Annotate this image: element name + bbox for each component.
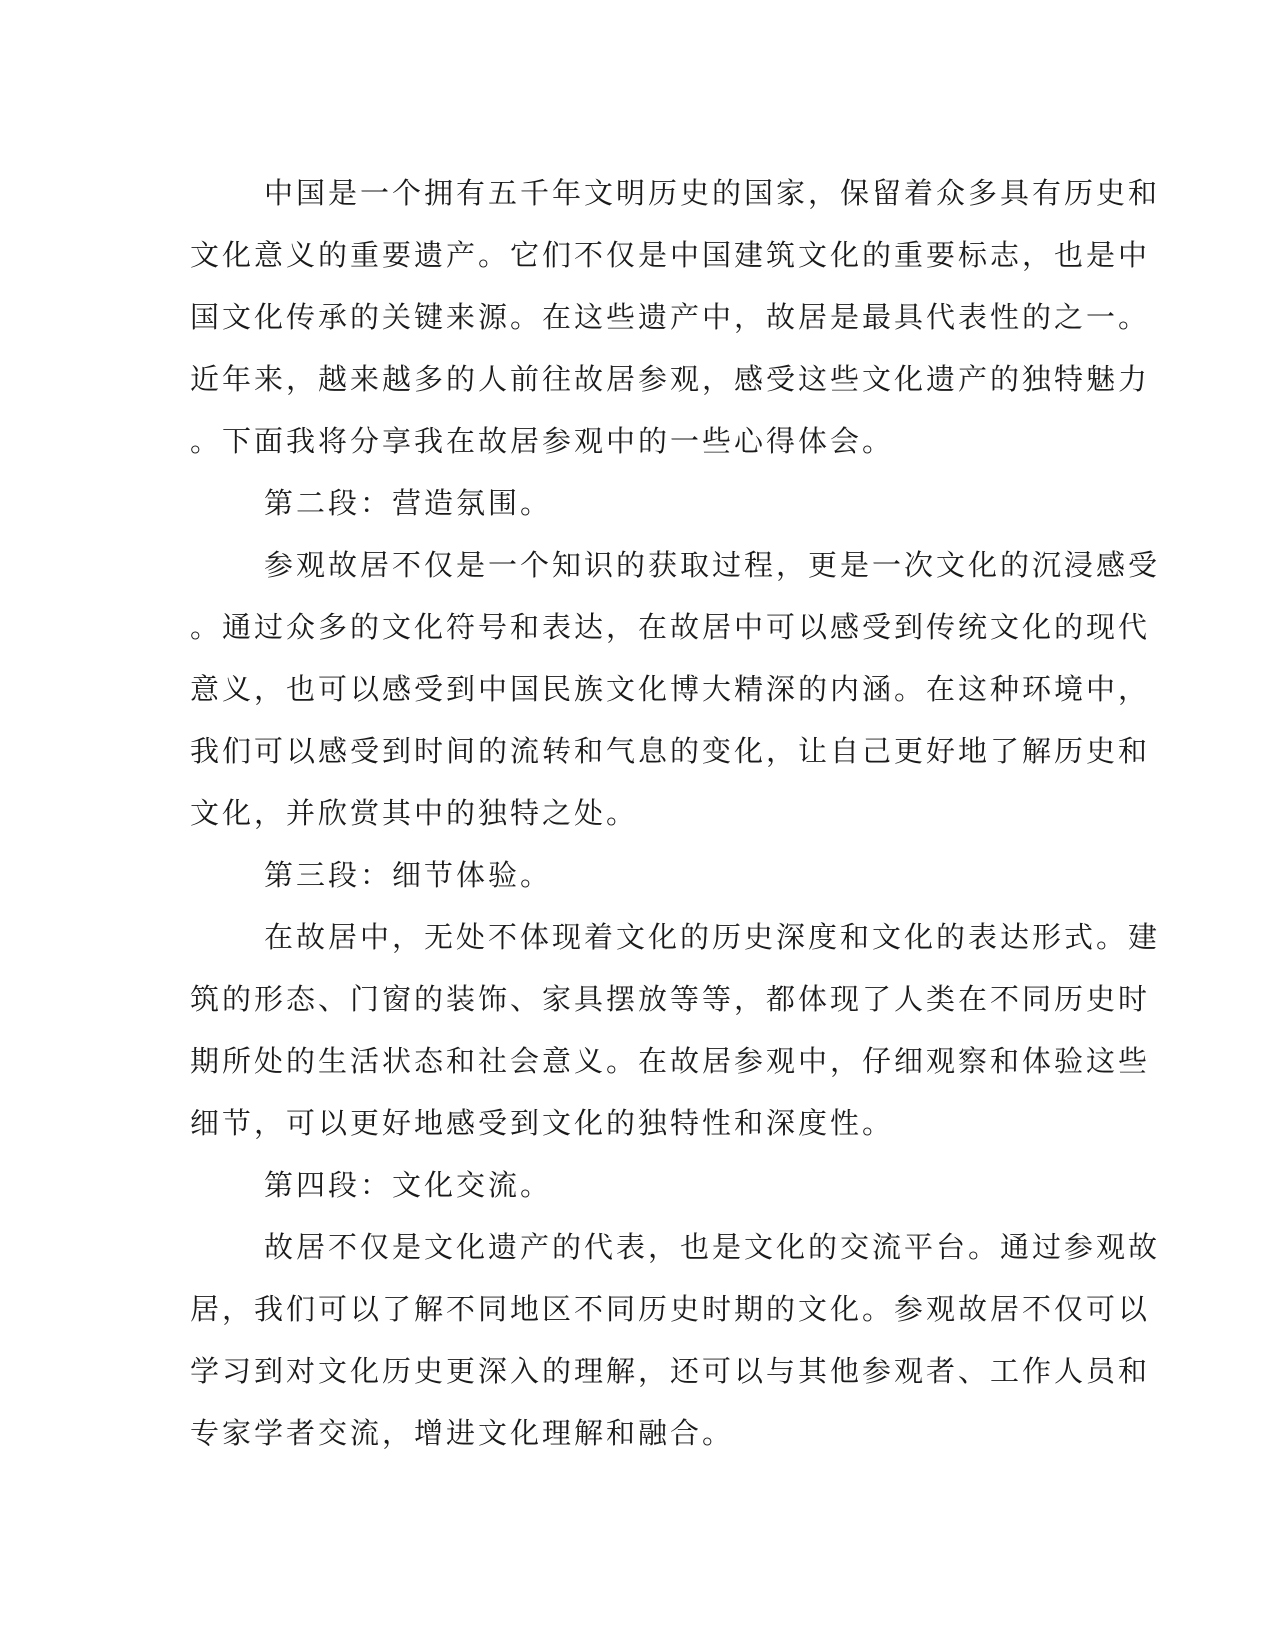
section-heading: 第二段：营造氛围。 xyxy=(264,486,553,520)
paragraph-intro xyxy=(190,162,1161,472)
text-line: 国文化传承的关键来源。在这些遗产中，故居是最具代表性的之一。 xyxy=(190,300,1151,334)
paragraph-details xyxy=(190,906,1161,1154)
text-line: 文化，并欣赏其中的独特之处。 xyxy=(190,796,639,830)
text-line: 专家学者交流，增进文化理解和融合。 xyxy=(190,1416,735,1450)
document-body xyxy=(190,162,1161,1464)
section-heading: 第四段：文化交流。 xyxy=(264,1168,553,1202)
text-line: 近年来，越来越多的人前往故居参观，感受这些文化遗产的独特魅力 xyxy=(190,362,1151,396)
section-heading-3 xyxy=(190,844,1080,906)
text-line: 意义，也可以感受到中国民族文化博大精深的内涵。在这种环境中， xyxy=(190,672,1151,706)
section-heading-2 xyxy=(190,472,1080,534)
text-line: 中国是一个拥有五千年文明历史的国家，保留着众多具有历史和 xyxy=(264,176,1161,210)
paragraph-atmosphere xyxy=(190,534,1161,844)
text-line: 故居不仅是文化遗产的代表，也是文化的交流平台。通过参观故 xyxy=(264,1230,1161,1264)
text-line: 细节，可以更好地感受到文化的独特性和深度性。 xyxy=(190,1106,895,1140)
text-line: 我们可以感受到时间的流转和气息的变化，让自己更好地了解历史和 xyxy=(190,734,1151,768)
section-heading: 第三段：细节体验。 xyxy=(264,858,553,892)
text-line: 。通过众多的文化符号和表达，在故居中可以感受到传统文化的现代 xyxy=(190,610,1151,644)
text-line: 学习到对文化历史更深入的理解，还可以与其他参观者、工作人员和 xyxy=(190,1354,1151,1388)
text-line: 期所处的生活状态和社会意义。在故居参观中，仔细观察和体验这些 xyxy=(190,1044,1151,1078)
text-line: 居，我们可以了解不同地区不同历史时期的文化。参观故居不仅可以 xyxy=(190,1292,1151,1326)
text-line: 筑的形态、门窗的装饰、家具摆放等等，都体现了人类在不同历史时 xyxy=(190,982,1151,1016)
paragraph-exchange xyxy=(190,1216,1161,1464)
text-line: 。下面我将分享我在故居参观中的一些心得体会。 xyxy=(190,424,895,458)
text-line: 文化意义的重要遗产。它们不仅是中国建筑文化的重要标志，也是中 xyxy=(190,238,1151,272)
text-line: 参观故居不仅是一个知识的获取过程，更是一次文化的沉浸感受 xyxy=(264,548,1161,582)
section-heading-4 xyxy=(190,1154,1080,1216)
text-line: 在故居中，无处不体现着文化的历史深度和文化的表达形式。建 xyxy=(264,920,1161,954)
